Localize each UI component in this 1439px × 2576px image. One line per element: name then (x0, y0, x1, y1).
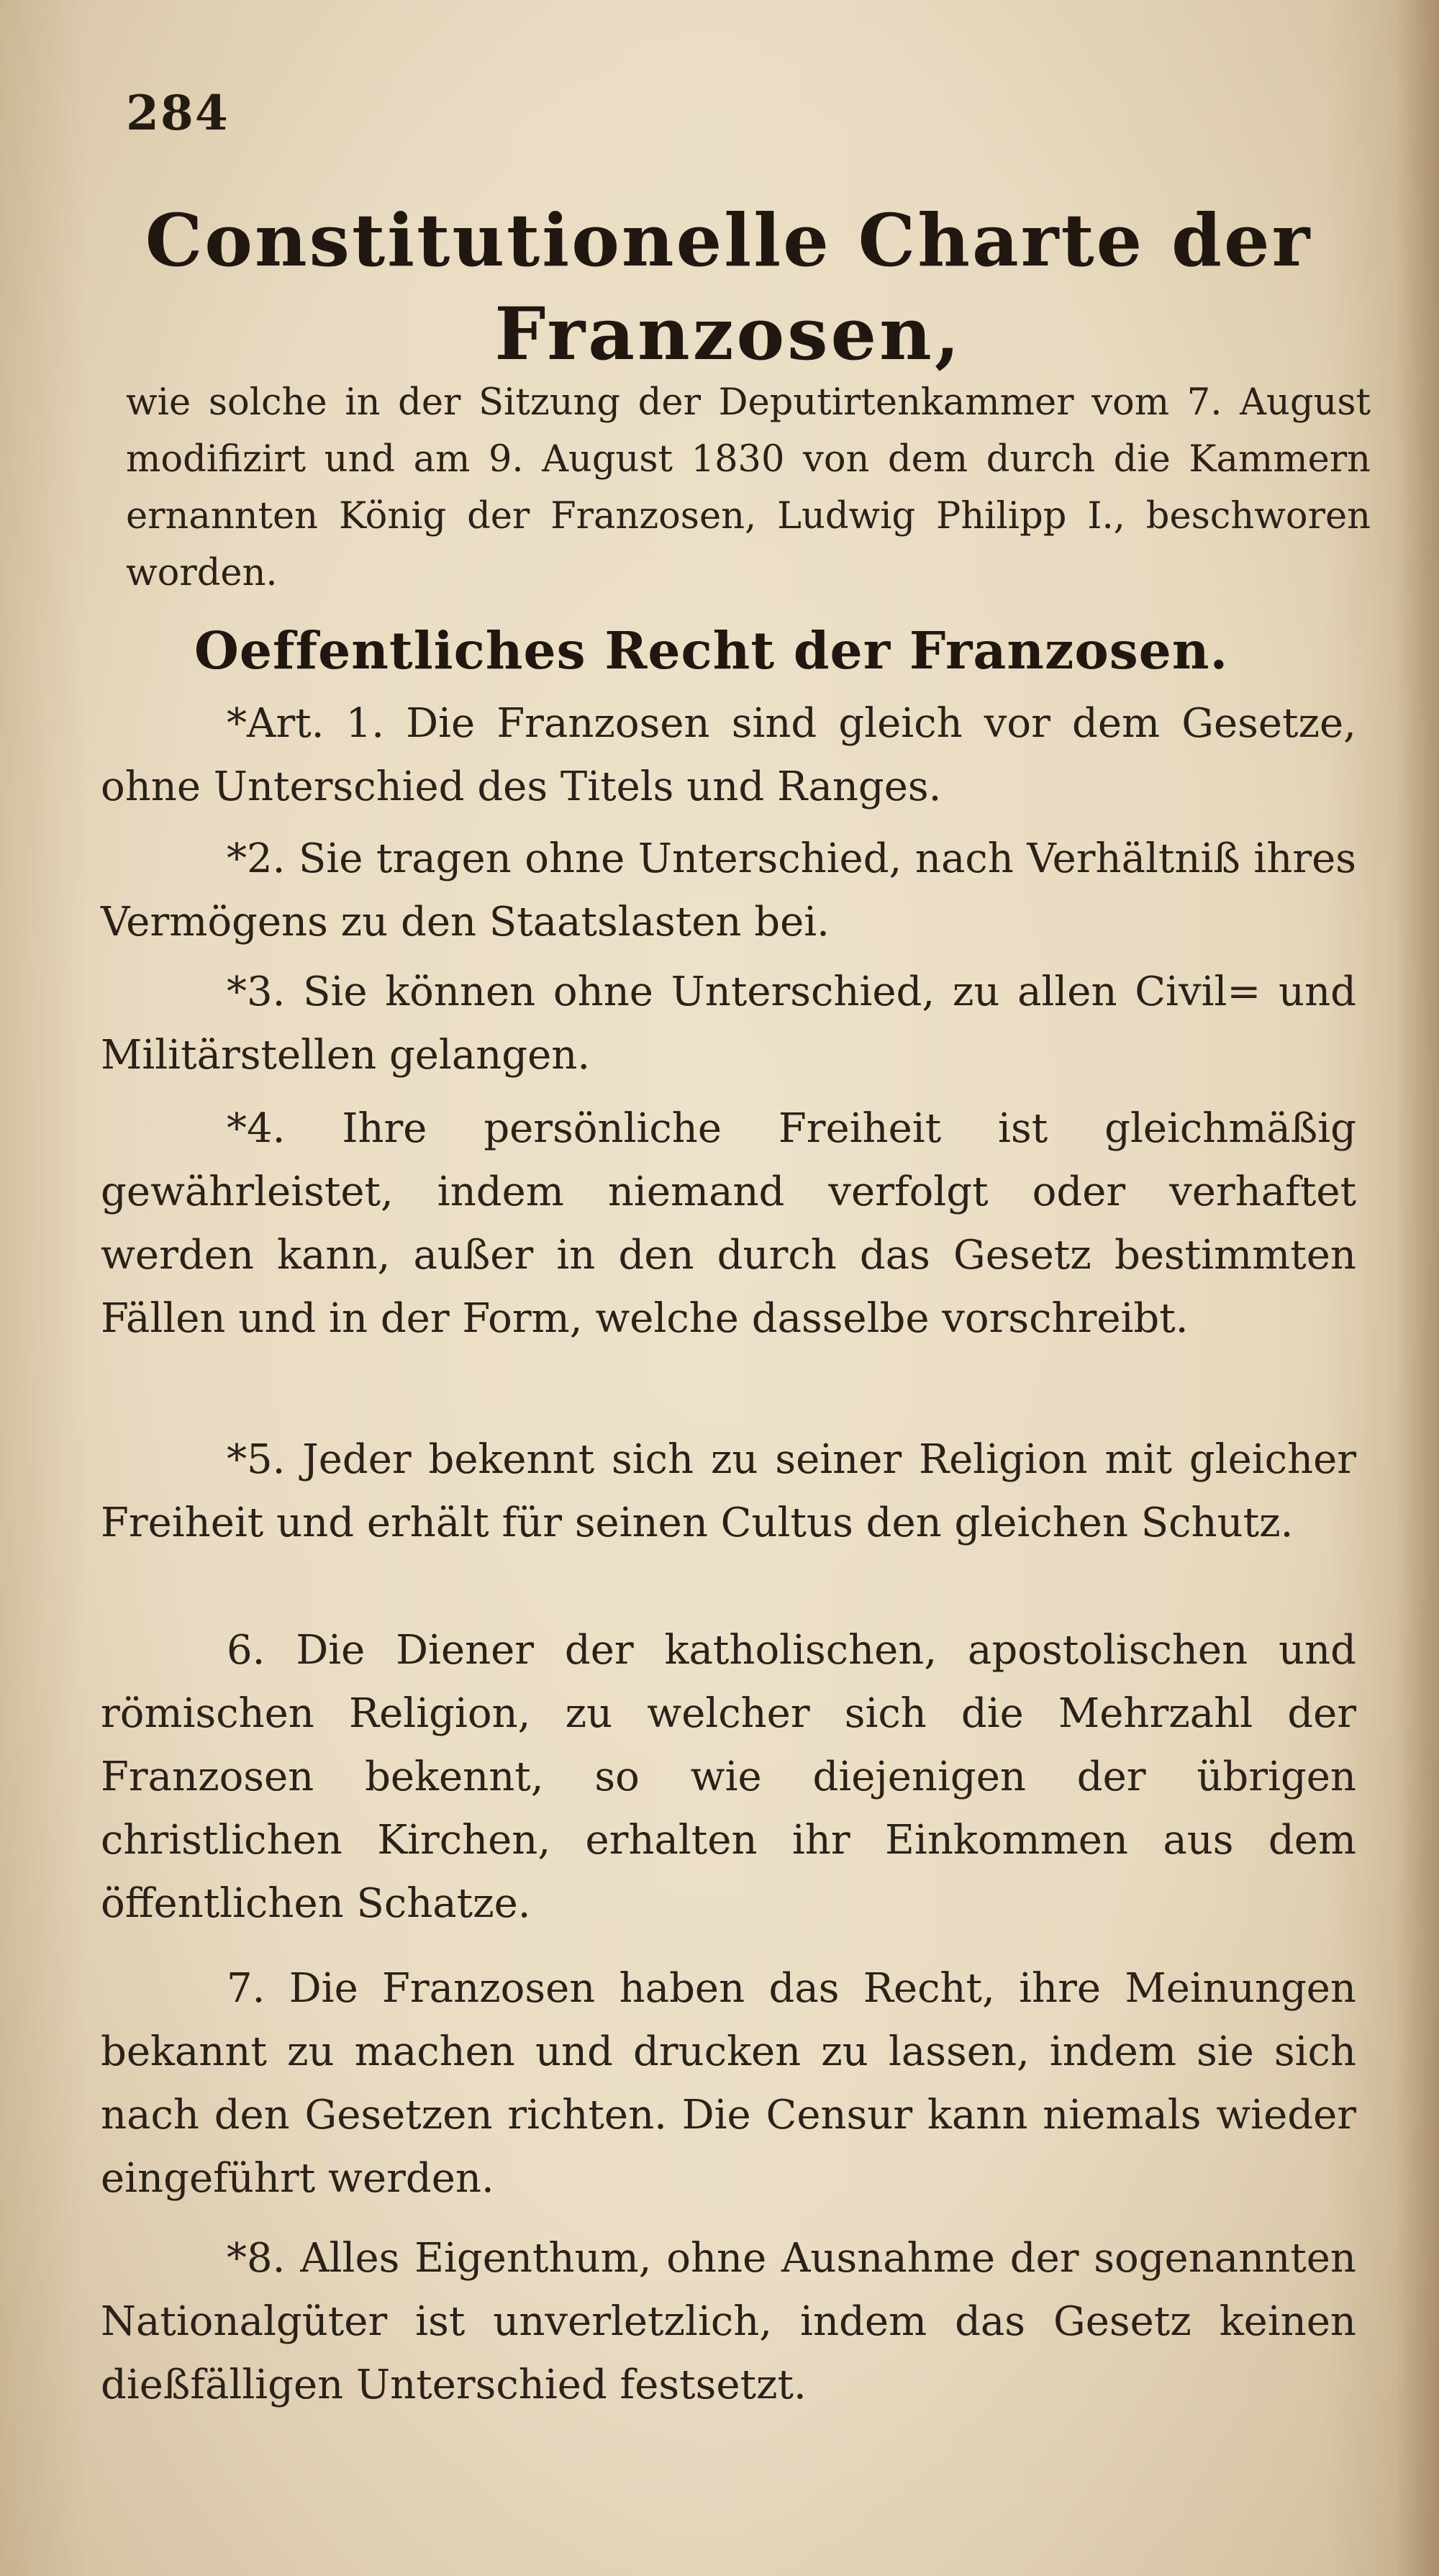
page-title-line-1: Constitutionelle Charte der (145, 198, 1312, 283)
page-title-line-2: Franzosen, (494, 291, 963, 376)
article-8 (101, 2227, 1356, 2417)
article-number: 7. (227, 1965, 265, 2012)
article-5 (101, 1428, 1356, 1555)
article-number: *2. (227, 835, 286, 882)
article-6 (101, 1619, 1356, 1936)
page-edge-shadow (1396, 0, 1439, 2576)
article-number: *5. (227, 1436, 286, 1483)
article-text: Die Franzosen sind gleich vor dem Gesetze, ohne Unterschied des Titels und Ranges. (101, 700, 1356, 810)
article-number: *3. (227, 969, 286, 1015)
article-4 (101, 1097, 1356, 1351)
article-text: Sie tragen ohne Unterschied, nach Verhältniß ihres Vermögens zu den Staatslasten bei. (101, 835, 1356, 945)
title-subtitle: wie solche in der Sitzung der Deputirtenkammer vom 7. August modifizirt und am 9. August 1830 von dem durch die Kammern ernannten König der Franzosen, Ludwig Philipp I., beschworen worden. (126, 381, 1371, 594)
page-number: 284 (126, 85, 230, 141)
article-number: *Art. 1. (227, 700, 385, 747)
section-heading: Oeffentliches Recht der Franzosen. (194, 620, 1229, 681)
article-7 (101, 1957, 1356, 2210)
article-1 (101, 692, 1356, 819)
article-number: *4. (227, 1105, 286, 1152)
article-text: Sie können ohne Unterschied, zu allen Civil= und Militärstellen gelangen. (101, 969, 1357, 1079)
article-number: *8. (227, 2235, 286, 2282)
article-text: Alles Eigenthum, ohne Ausnahme der sogenannten Nationalgüter ist unverletzlich, indem das Gesetz keinen dießfälligen Unterschied festsetzt. (101, 2235, 1356, 2408)
article-2 (101, 827, 1356, 954)
article-text: Die Diener der katholischen, apostolischen und römischen Religion, zu welcher sich die Mehrzahl der Franzosen bekennt, so wie diejenigen der übrigen christlichen Kirchen, erhalten ihr Einkommen aus dem öffentlichen Schatze. (101, 1627, 1356, 1927)
article-3 (101, 961, 1356, 1087)
article-text: Ihre persönliche Freiheit ist gleichmäßig gewährleistet, indem niemand verfolgt oder verhaftet werden kann, außer in den durch das Gesetz bestimmten Fällen und in der Form, welche dasselbe vorschreibt. (101, 1105, 1356, 1342)
article-text: Die Franzosen haben das Recht, ihre Meinungen bekannt zu machen und drucken zu lassen, indem sie sich nach den Gesetzen richten. Die Censur kann niemals wieder eingeführt werden. (101, 1965, 1357, 2202)
article-text: Jeder bekennt sich zu seiner Religion mit gleicher Freiheit und erhält für seinen Cultus den gleichen Schutz. (101, 1436, 1356, 1546)
article-number: 6. (227, 1627, 265, 1674)
